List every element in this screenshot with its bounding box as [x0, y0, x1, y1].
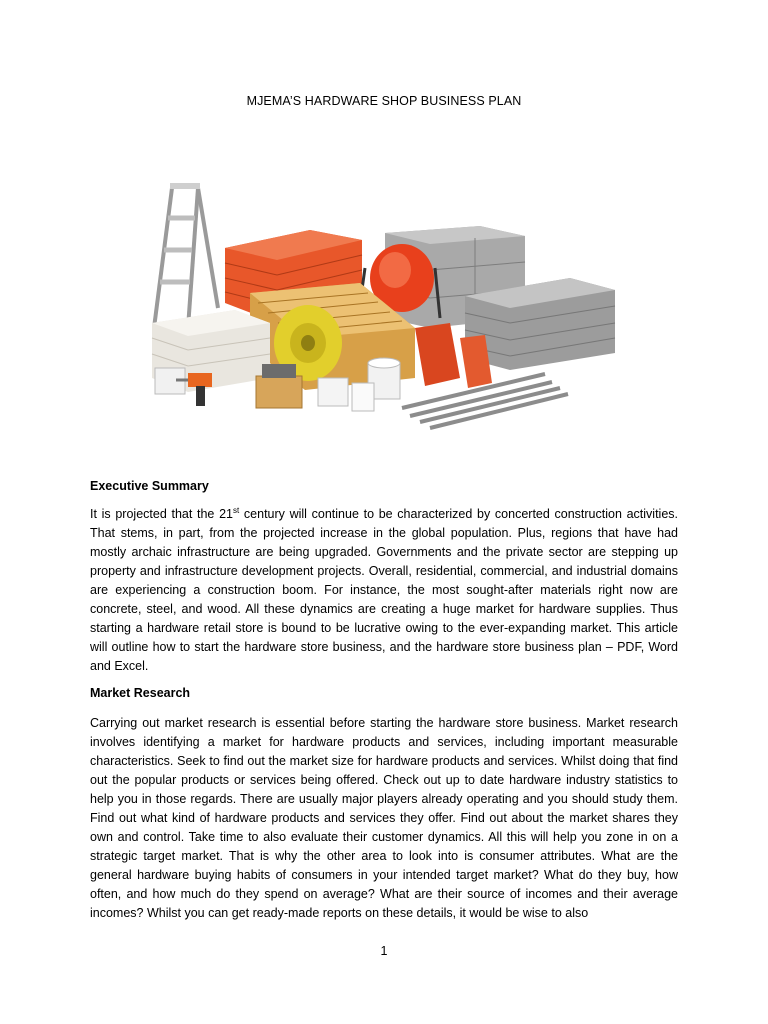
paragraph-text: century will continue to be characterized by concerted construction activities. That stems, in part, from the projected increase in the global population. Plus, regions that have had mostly archaic infrastructure are being upgraded. Governments and the private sector are stepping up property and infrastructure development projects. Overall, residential, commercial, and industrial domains are experiencing a construction boom. For instance, the most sought-after materials right now are concrete, steel, and wood. All these dynamics are creating a huge market for hardware supplies. Thus starting a hardware retail store is bound to be lucrative owing to the ever-expanding market. This article will outline how to start the hardware store business, and the hardware store business plan – PDF, Word and Excel.	[90, 507, 678, 673]
section-heading-market-research: Market Research	[90, 686, 191, 700]
paragraph-executive-summary	[90, 505, 678, 676]
document-title: MJEMA’S HARDWARE SHOP BUSINESS PLAN	[246, 94, 522, 108]
hardware-materials-illustration	[140, 178, 640, 438]
ladder-icon	[154, 186, 218, 328]
paragraph-market-research: Carrying out market research is essential before starting the hardware store business. Market research involves identifying a market for hardware products and services, including important measurable characteristics. Seek to find out the market size for hardware products and services. Whilst doing that find out the popular products or services being offered. Check out up to date hardware industry statistics to help you in those regards. There are usually major players already operating and you should study them. Find out what kind of hardware products and services they offer. Find out about the market shares they own and control. Take time to also evaluate their customer dynamics. All this will help you zone in on a strategic target market. That is why the other area to look into is consumer attributes. What are the general hardware buying habits of consumers in your intended target market? What do they buy, how often, and how much do they spend on average? What are their source of incomes and their average incomes? Whilst you can get ready-made reports on these details, it would be wise to also	[90, 716, 678, 920]
ordinal-suffix: st	[232, 505, 240, 515]
section-heading-executive-summary: Executive Summary	[90, 479, 209, 493]
paragraph-text: It is projected that the 21	[90, 507, 233, 521]
toolbox-icon	[256, 364, 302, 408]
page-number: 1	[380, 944, 388, 958]
